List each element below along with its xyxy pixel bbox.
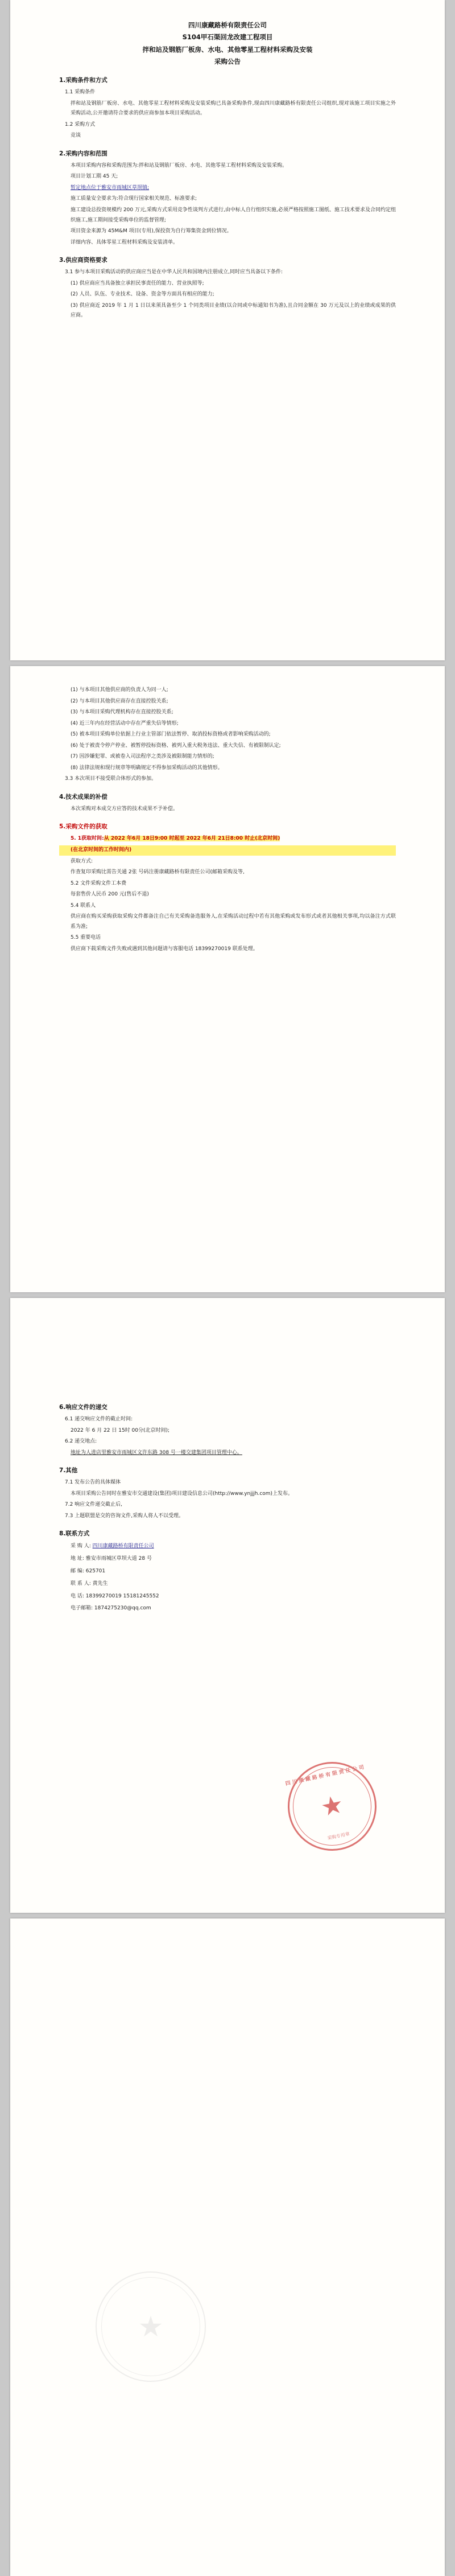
title-line-4: 采购公告 (214, 57, 241, 65)
title-line-2: S104甲石渠回龙改建工程项目 (182, 33, 273, 42)
section-7-paragraph-1: 7.1 发布公告的具体媒体 (65, 1480, 121, 1486)
section-1-heading: 1.采购条件和方式 (59, 77, 107, 84)
acquire-method-label: 获取方式: (71, 858, 93, 864)
section-1-paragraph-1: 拌和站及钢筋厂板房、水电、其他零星工程材料采购及安装采购已具备采购条件,现由四川康藏路桥有限责任公司组织,现对该施工项目实施之外采购活动,公开邀请符合要求的供应商参加本项目采购活动。 (71, 100, 396, 117)
section-2-paragraph-1: 本项目采购内容和采购范围为:拌和站及钢筋厂板房、水电、其他零星工程材料采购及安装采购。 (71, 162, 288, 169)
section-3-item-7: (4) 近三年内在经营活动中存在严重失信等情形; (71, 720, 179, 726)
section-6-sub-1: 6.1 递交响应文件的截止时间: (65, 1416, 133, 1422)
star-icon: ★ (318, 1789, 346, 1823)
section-3-item-9: (6) 处于被责令停产停业、被暂停投标资格、被列入重大税务违法、重大失信、有被限制认定; (71, 742, 281, 749)
section-3-item-11: (8) 法律法规和现行规章等明确规定不得参加采购活动的其他情形。 (71, 765, 223, 771)
contact-row (59, 1591, 396, 1603)
section-3-sub-2: 3.3 本次项目不接受联合体形式的参加。 (65, 776, 157, 782)
contact-value: 625701 (85, 1568, 106, 1574)
hotline-label: 5.5 重要电话 (71, 935, 101, 941)
section-6-heading: 6.响应文件的递交 (59, 1404, 107, 1411)
page-3 (10, 1298, 445, 1913)
contact-person-label: 5.4 联系人 (71, 902, 96, 909)
contact-key: 地 址: (71, 1556, 84, 1562)
contact-key: 采 购 人: (71, 1543, 91, 1550)
contact-key: 电 话: (71, 1593, 84, 1599)
section-2-paragraph-7: 详细内容、具体零星工程材料采购及安装清单。 (71, 239, 179, 245)
section-3-item-3: (3) 供应商近 2019 年 1 月 1 日以来须具备至少 1 个同类项目业绩(以合同或中标通知书为准),且合同金额在 30 万元及以上的业绩或成果的供应商。 (71, 302, 396, 319)
seal-arc-text: 四川康藏路桥有限责任公司 (285, 1764, 367, 1788)
acquire-time-value: 从 2022 年6月 18日9:00 时起至 2022 年6月 21日8:00 时止(北京时间) (104, 836, 280, 842)
section-3-item-6: (3) 与本项目采购代理机构存在直接控股关系; (71, 709, 173, 716)
contact-key: 联 系 人: (71, 1580, 91, 1587)
section-1-sub-1: 1.1 采购条件 (65, 89, 96, 96)
section-2-paragraph-3[interactable]: 暂定地点位于雅安市雨城区草坝镇; (71, 184, 150, 191)
section-3-item-8: (5) 被本项目采购单位依据上行业主管部门依法暂停、取消投标资格或者影响采购活动的; (71, 732, 271, 738)
contact-value: 雅安市雨城区草坝大道 28 号 (85, 1556, 152, 1562)
section-6-sub-2: 6.2 递交地点: (65, 1439, 97, 1445)
section-3-item-2: (2) 人员、队伍、专业技术、设备、资金等方面具有相应的能力; (71, 291, 214, 298)
star-icon: ★ (138, 2310, 164, 2343)
section-3-item-1: (1) 供应商应当具备独立承担民事责任的能力、营业执照等; (71, 280, 204, 286)
contact-key: 邮 编: (71, 1568, 84, 1574)
contact-value: 1874275230@qq.com (94, 1605, 151, 1612)
acquire-time-note: (在北京时间的工作时间内) (59, 845, 396, 856)
submission-deadline: 2022 年 6 月 22 日 15时 00分(北京时间); (71, 1427, 170, 1433)
page-2 (10, 666, 445, 1292)
section-2-paragraph-5: 施工建设总投资规模约 200 万元,采购方式采用竞争性谈判方式进行,由中标人自行组织实施,必须严格按照施工图纸、施工技术要求及合同约定组织施工,施工期间接受采购单位的监督管理; (71, 207, 396, 223)
doc-fee-value: 每套售价人民币 200 元(售后不退) (71, 891, 149, 898)
contact-value: 黄先生 (92, 1580, 108, 1587)
doc-fee-label: 5.2 文件采购文件工本费 (71, 880, 127, 886)
hotline-detail: 供应商下载采购文件失败或遇到其他问题请与客服电话 18399270019 联系处理。 (71, 946, 258, 952)
contact-value[interactable]: 四川康藏路桥有限责任公司 (92, 1543, 154, 1550)
section-2-paragraph-6: 项目资金来源为 45M&M 项目(专用),保投资为自行筹集资金到位情况。 (71, 228, 232, 235)
section-1-sub-2: 1.2 采购方式 (65, 121, 96, 128)
section-3-heading: 3.供应商资格要求 (59, 257, 107, 264)
seal-bottom-text: 采购专用章 (326, 1831, 350, 1841)
section-7-paragraph-4: 7.3 上题联盟是交的咨询文件,采购人将人不以受理。 (65, 1513, 184, 1519)
document-title (59, 19, 396, 68)
section-2-heading: 2.采购内容和范围 (59, 150, 107, 157)
contact-person-detail: 供应商在购买采购获取采购文件都备注自己有关采购备选服务人,在采购活动过程中若有其他采购或发布形式或者其他相关事项,均以备注方式联系为准; (71, 914, 396, 930)
title-line-3: 拌和站及钢筋厂板房、水电、其他零星工程材料采购及安装 (142, 45, 313, 54)
section-5-heading: 5.采购文件的获取 (59, 823, 107, 831)
contact-row (59, 1603, 396, 1614)
contact-row (59, 1566, 396, 1577)
section-2-paragraph-2: 项目计划工期 45 天; (71, 174, 118, 180)
contact-block (59, 1541, 396, 1614)
section-4-paragraph-1: 本次采购对本成交方应答的技术成果不予补偿。 (71, 806, 179, 812)
company-seal-stamp (279, 1753, 384, 1859)
page-1 (10, 0, 445, 660)
section-2-paragraph-4: 施工质量安全要求为:符合现行国家相关规范、标准要求; (71, 196, 197, 202)
acquire-time-label: 5. 1获取时间: (71, 836, 104, 842)
section-3-item-10: (7) 因涉嫌犯罪、或被卷入司法程序之类涉及被限制能力情形的; (71, 754, 214, 760)
section-3-item-5: (2) 与本项目其他供应商存在直接控股关系; (71, 698, 168, 704)
section-7-paragraph-3: 7.2 响应文件递交截止后, (65, 1502, 123, 1508)
contact-key: 电子邮箱: (71, 1605, 93, 1612)
contact-row (59, 1579, 396, 1590)
page-4 (10, 1918, 445, 2576)
section-7-paragraph-2: 本项目采购公告同时在雅安市交通建设(集团)项目建设信息公司(http://www.ynjjjh.com)上发布。 (71, 1490, 293, 1497)
section-1-paragraph-2: 竞谈 (71, 133, 81, 139)
contact-row (59, 1554, 396, 1565)
contact-row (59, 1541, 396, 1552)
watermark-seal (96, 2271, 206, 2382)
acquire-method-detail: 作查复印采购比需告关通 2张 号码注册康藏路桥有限责任公司(邮箱采购及等, (71, 869, 245, 876)
submission-location: 地址为人进店里雅安市雨城区文许东路 308 号一楼交建集团项目管理中心。 (71, 1449, 242, 1456)
section-3-sub-1: 3.1 参与本项目采购活动的供应商应当是在中华人民共和国境内注册成立,同时应当具备以下条件: (65, 269, 283, 276)
section-7-heading: 7.其他 (59, 1467, 78, 1474)
title-line-1: 四川康藏路桥有限责任公司 (188, 21, 267, 29)
section-3-item-4: (1) 与本项目其他供应商的负责人为同一人; (71, 687, 168, 693)
contact-value: 18399270019 15181245552 (85, 1593, 159, 1599)
section-8-heading: 8.联系方式 (59, 1530, 90, 1538)
section-4-heading: 4.技术成果的补偿 (59, 793, 107, 800)
